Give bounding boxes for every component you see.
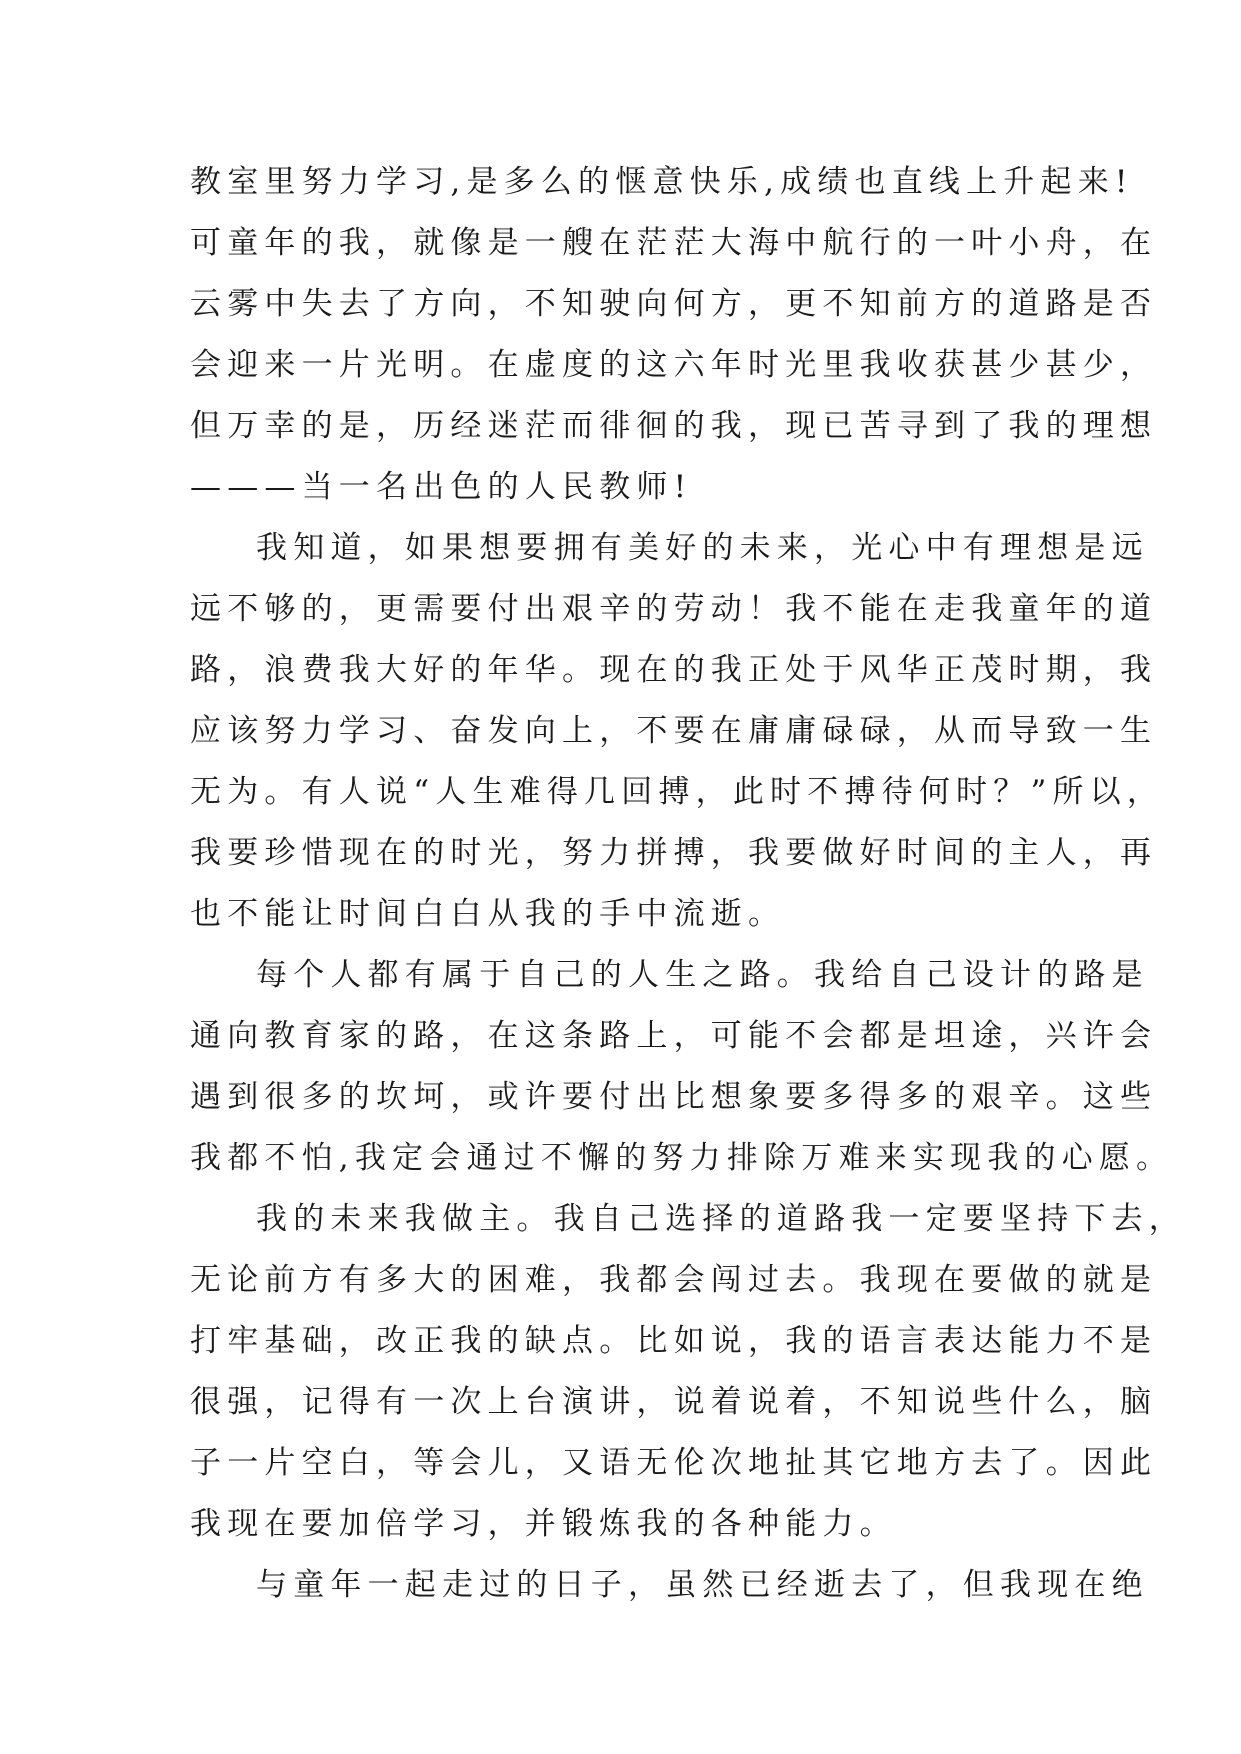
text-line: 也不能让时间白白从我的手中流逝。	[190, 896, 786, 932]
text-line: 但万幸的是，历经迷茫而徘徊的我，现已苦寻到了我的理想	[190, 408, 1158, 444]
text-line: 教室里努力学习,是多么的惬意快乐,成绩也直线上升起来!	[190, 164, 1134, 200]
text-line: 打牢基础，改正我的缺点。比如说，我的语言表达能力不是	[190, 1323, 1158, 1359]
text-line: 我都不怕,我定会通过不懈的努力排除万难来实现我的心愿。	[190, 1140, 1174, 1176]
text-line: 无论前方有多大的困难，我都会闯过去。我现在要做的就是	[190, 1262, 1158, 1298]
text-line: 遇到很多的坎坷，或许要付出比想象要多得多的艰辛。这些	[190, 1079, 1158, 1115]
text-line: 我知道，如果想要拥有美好的未来，光心中有理想是远	[256, 530, 1149, 566]
paragraph-2	[190, 518, 1165, 945]
text-line: 远不够的，更需要付出艰辛的劳动！我不能在走我童年的道	[190, 591, 1158, 627]
text-line: 我要珍惜现在的时光，努力拼搏，我要做好时间的主人，再	[190, 835, 1158, 871]
text-line: 可童年的我，就像是一艘在茫茫大海中航行的一叶小舟，在	[190, 225, 1158, 261]
text-line: 路，浪费我大好的年华。现在的我正处于风华正茂时期，我	[190, 652, 1158, 688]
text-line: 我现在要加倍学习，并锻炼我的各种能力。	[190, 1506, 897, 1542]
text-line: 云雾中失去了方向，不知驶向何方，更不知前方的道路是否	[190, 286, 1158, 322]
paragraph-1	[190, 152, 1158, 518]
text-line: 会迎来一片光明。在虚度的这六年时光里我收获甚少甚少，	[190, 347, 1158, 383]
text-line: 应该努力学习、奋发向上，不要在庸庸碌碌，从而导致一生	[190, 713, 1158, 749]
paragraph-4	[190, 1189, 1186, 1555]
text-line: 子一片空白，等会儿，又语无伦次地扯其它地方去了。因此	[190, 1445, 1158, 1481]
text-line: 通向教育家的路，在这条路上，可能不会都是坦途，兴许会	[190, 1018, 1158, 1054]
paragraph-5	[190, 1555, 1149, 1616]
text-line: 每个人都有属于自己的人生之路。我给自己设计的路是	[256, 957, 1149, 993]
text-line: 我的未来我做主。我自己选择的道路我一定要坚持下去，	[256, 1201, 1186, 1237]
text-line: 与童年一起走过的日子，虽然已经逝去了，但我现在绝	[256, 1567, 1149, 1603]
text-line: 很强，记得有一次上台演讲，说着说着，不知说些什么，脑	[190, 1384, 1158, 1420]
text-line: 无为。有人说“人生难得几回搏，此时不搏待何时？”所以，	[190, 774, 1165, 810]
paragraph-3	[190, 945, 1174, 1189]
text-line: ———当一名出色的人民教师!	[190, 469, 693, 505]
document-body	[190, 152, 1186, 1616]
